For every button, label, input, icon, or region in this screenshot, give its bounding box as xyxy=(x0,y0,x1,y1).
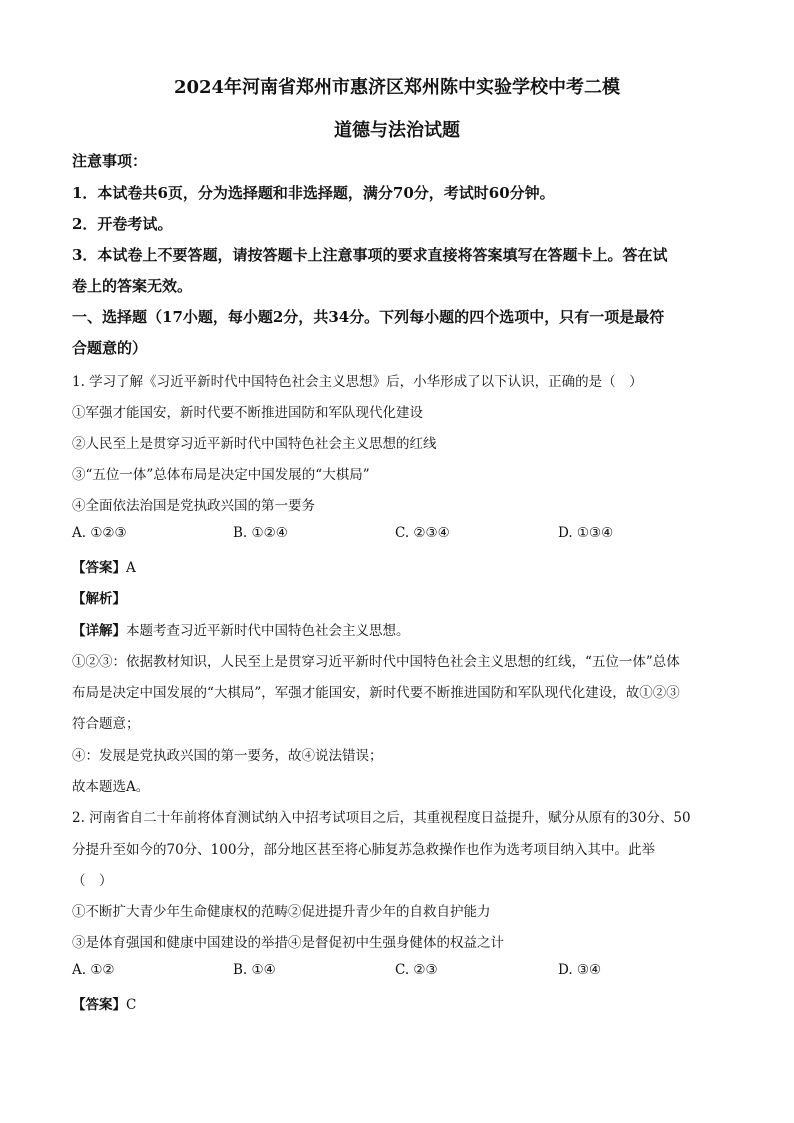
q1-stem: 1. 学习了解《习近平新时代中国特色社会主义思想》后，小华形成了以下认识，正确的是（ ） xyxy=(72,374,643,390)
q1-explanation: ①②③：依据教材知识，人民至上是贯穿习近平新时代中国特色社会主义思想的红线，“五位一体”总体 xyxy=(72,654,680,670)
q1-analysis-label: 【解析】 xyxy=(72,591,126,607)
q1-option-c: C. ②③④ xyxy=(395,525,450,541)
answer-label: 【答案】 xyxy=(72,997,126,1013)
q1-explanation: 布局是决定中国发展的“大棋局”，军强才能国安，新时代要不断推进国防和军队现代化建设，故①②③ xyxy=(72,685,680,701)
q2-answer xyxy=(72,993,136,1013)
q2-stem: 2. 河南省自二十年前将体育测试纳入中招考试项目之后，其重视程度日益提升，赋分从原有的30分、50 xyxy=(72,810,691,826)
q1-option-d: D. ①③④ xyxy=(558,525,614,541)
q1-statement: ④全面依法治国是党执政兴国的第一要务 xyxy=(72,498,315,514)
answer-value: A xyxy=(126,560,136,576)
q2-option-a: A. ①② xyxy=(72,962,115,978)
q1-detail xyxy=(72,619,410,639)
detail-label: 【详解】 xyxy=(72,623,126,639)
section-heading-cont: 合题意的） xyxy=(72,339,148,357)
page-title: 2024年河南省郑州市惠济区郑州陈中实验学校中考二模 xyxy=(173,77,621,98)
notice-item: 2．开卷考试。 xyxy=(72,215,173,233)
q2-option-b: B. ①④ xyxy=(233,962,276,978)
q1-statement: ①军强才能国安，新时代要不断推进国防和军队现代化建设 xyxy=(72,405,423,421)
notice-item: 3．本试卷上不要答题，请按答题卡上注意事项的要求直接将答案填写在答题卡上。答在试 xyxy=(72,246,668,264)
q2-statement: ③是体育强国和健康中国建设的举措④是督促初中生强身健体的权益之计 xyxy=(72,935,504,951)
q2-stem-blank: （ ） xyxy=(72,873,113,889)
q1-statement: ③“五位一体”总体布局是决定中国发展的“大棋局” xyxy=(72,467,370,483)
q1-answer xyxy=(72,556,136,576)
q1-option-a: A. ①②③ xyxy=(72,525,127,541)
q1-conclusion: 故本题选A。 xyxy=(72,779,150,795)
q1-option-b: B. ①②④ xyxy=(233,525,288,541)
q2-stem-cont: 分提升至如今的70分、100分，部分地区甚至将心肺复苏急救操作也作为选考项目纳入其中。此举 xyxy=(72,842,655,858)
answer-label: 【答案】 xyxy=(72,560,126,576)
q1-explanation: ④：发展是党执政兴国的第一要务，故④说法错误； xyxy=(72,748,383,764)
q2-option-d: D. ③④ xyxy=(558,962,602,978)
section-heading: 一、选择题（17小题，每小题2分，共34分。下列每小题的四个选项中，只有一项是最符 xyxy=(72,308,665,326)
q1-explanation: 符合题意； xyxy=(72,716,140,732)
q2-statement: ①不断扩大青少年生命健康权的范畴②促进提升青少年的自救自护能力 xyxy=(72,904,491,920)
answer-value: C xyxy=(126,997,137,1013)
q1-statement: ②人民至上是贯穿习近平新时代中国特色社会主义思想的红线 xyxy=(72,436,437,452)
notice-heading: 注意事项： xyxy=(72,152,148,170)
page-subtitle: 道德与法治试题 xyxy=(334,120,460,141)
detail-text: 本题考查习近平新时代中国特色社会主义思想。 xyxy=(126,623,410,639)
notice-item: 1．本试卷共6页，分为选择题和非选择题，满分70分，考试时60分钟。 xyxy=(72,184,555,202)
notice-item: 卷上的答案无效。 xyxy=(72,277,193,295)
q2-option-c: C. ②③ xyxy=(395,962,438,978)
